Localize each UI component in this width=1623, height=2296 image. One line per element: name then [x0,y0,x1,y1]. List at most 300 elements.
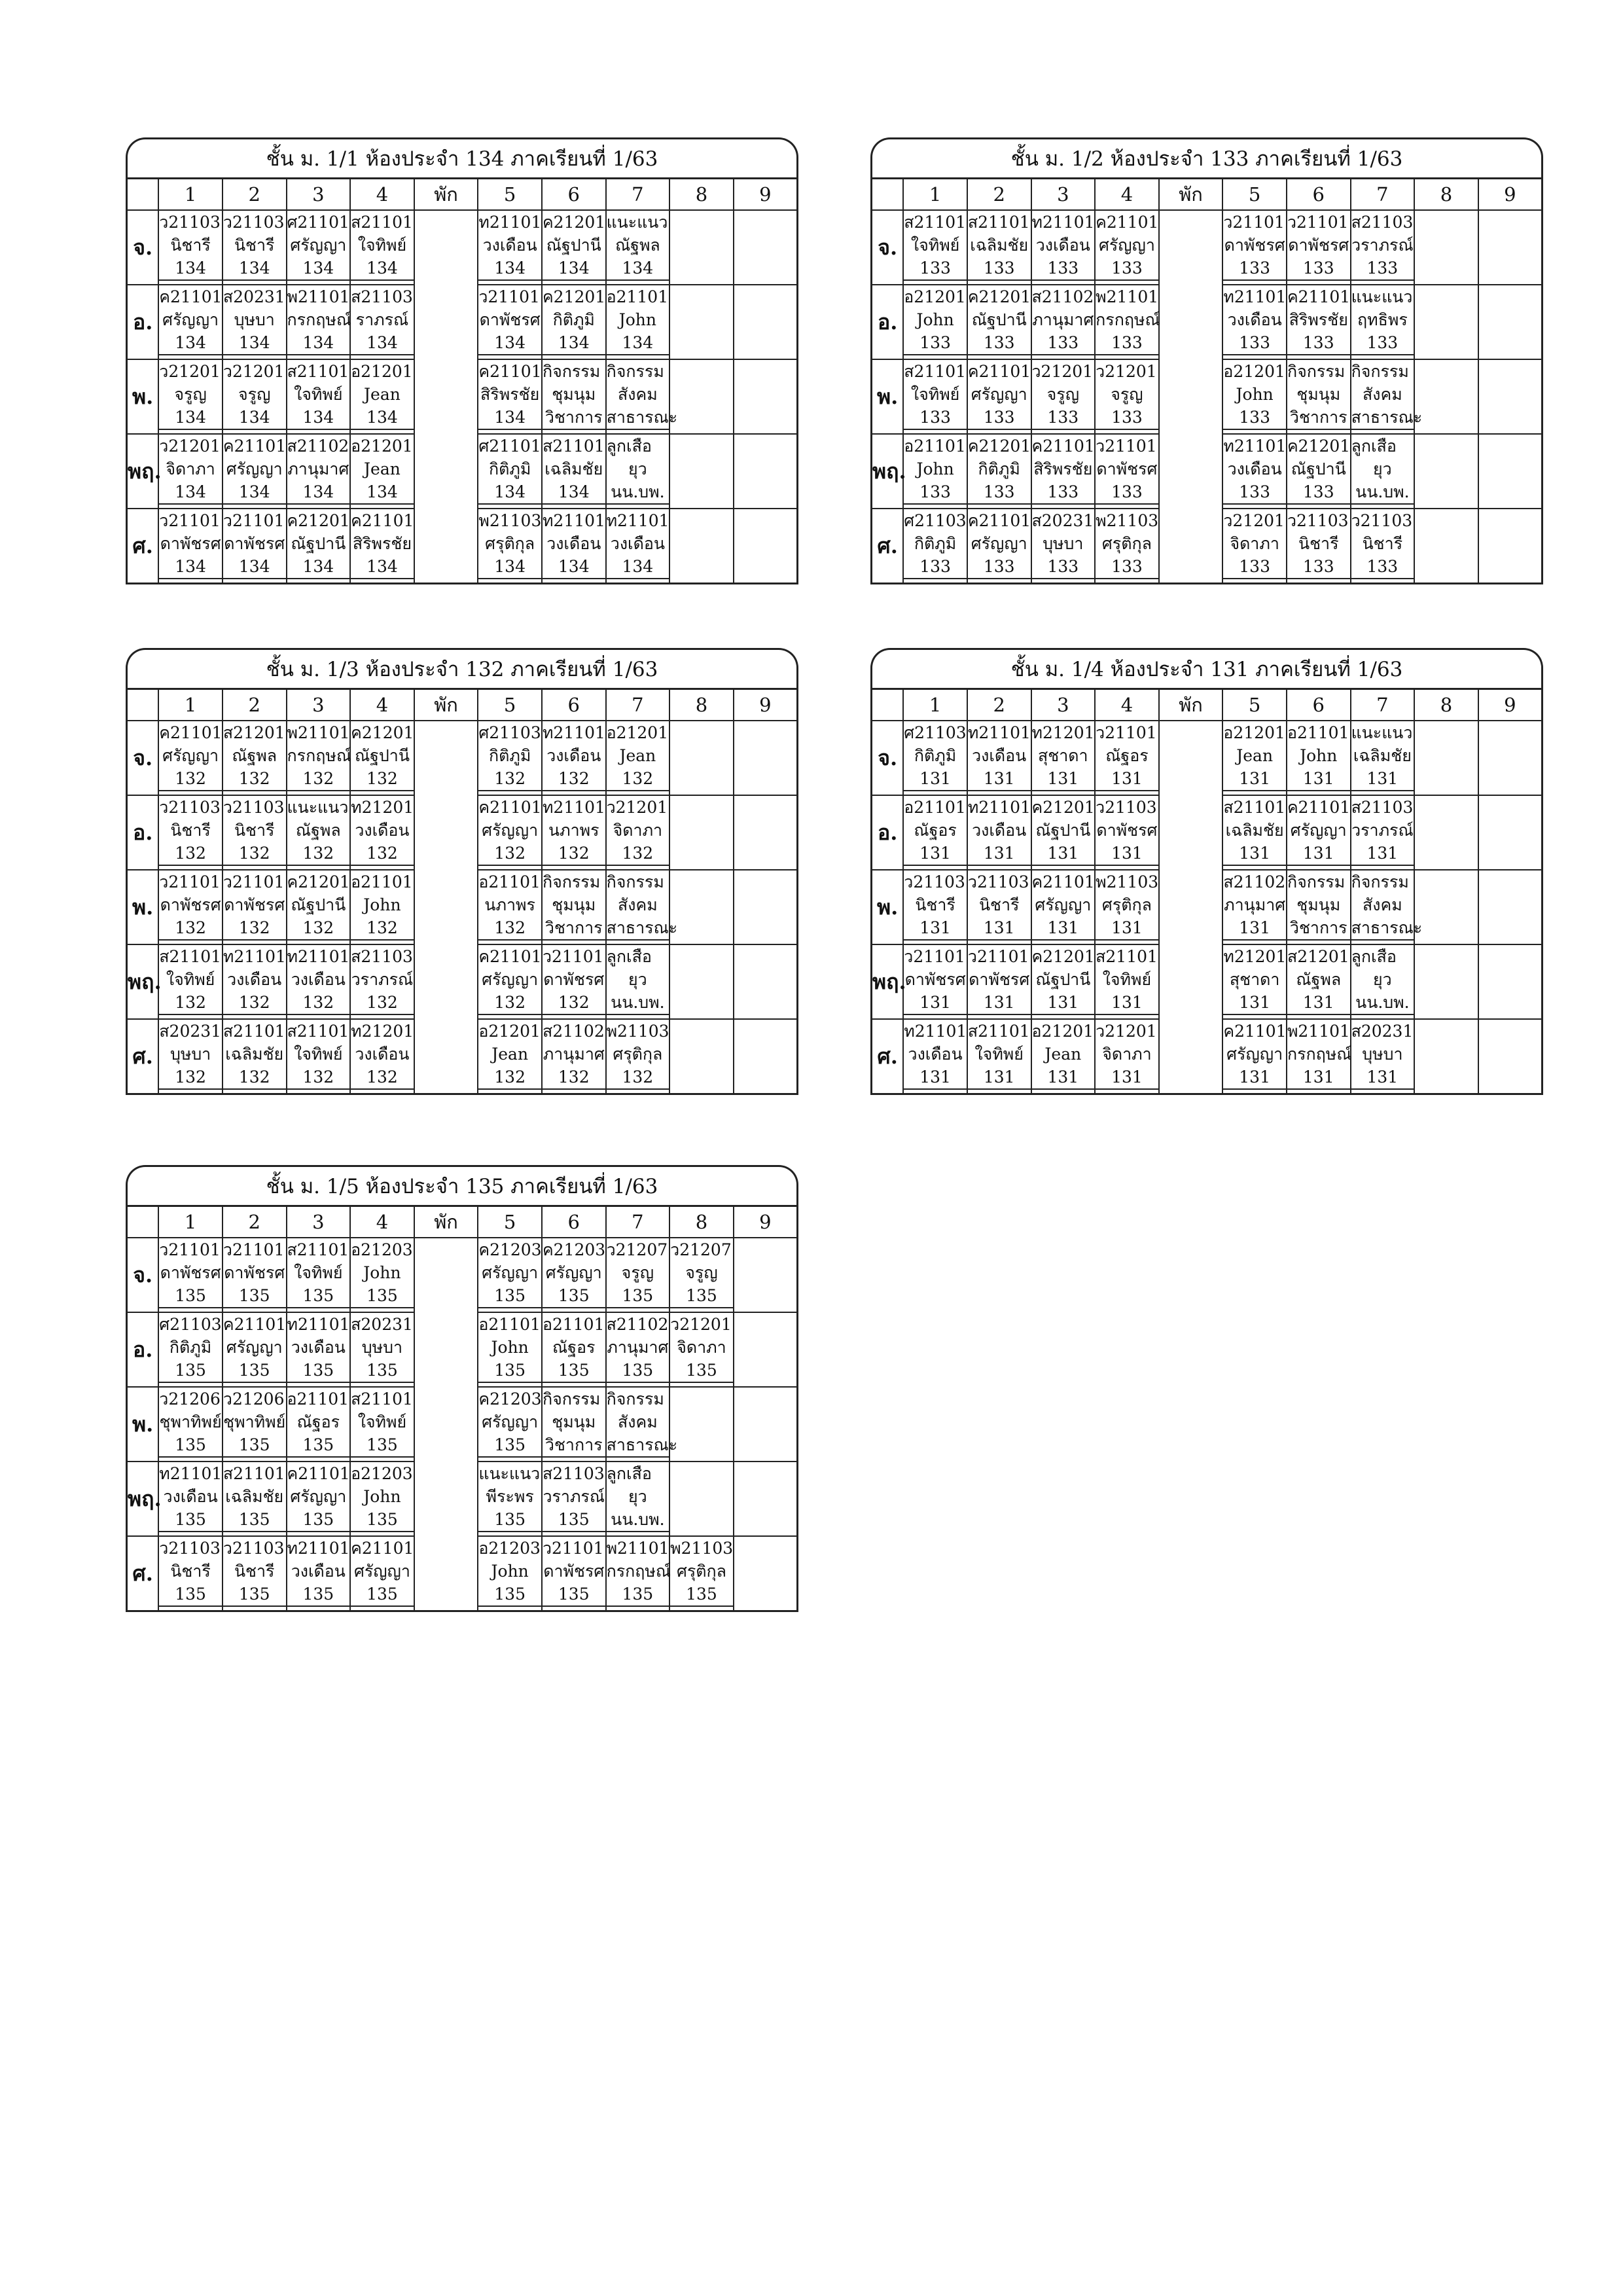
day-row [872,509,1543,584]
subject-code: พ21103 [1096,511,1159,530]
break-cell [1159,210,1223,285]
period-cell [287,509,351,584]
period-cell [967,870,1031,944]
room-number: 131 [904,1066,967,1090]
period-cell [734,1462,798,1536]
period-cell [158,1536,223,1611]
subject-code: ว21101 [159,511,221,530]
room-number: 133 [1223,555,1286,579]
teacher-name: นิชารี [170,1562,211,1581]
room-number: 134 [159,555,222,579]
period-cell [350,1536,414,1611]
subject-code: แนะแนว [1351,723,1413,742]
period-cell [1351,721,1415,795]
room-number: สาธารณะ [607,406,669,430]
subject-code: ว21103 [967,872,1029,891]
teacher-name: Jean [1236,746,1274,765]
subject-code: อ21201 [351,437,413,456]
period-cell [287,1019,351,1094]
period-header: 4 [1095,179,1159,211]
period-cell [478,1462,542,1536]
subject-code: ลูกเสือ [606,947,652,966]
period-cell [1351,359,1423,434]
teacher-name: ณัฐอร [914,821,957,840]
period-cell [478,359,542,434]
subject-code: อ21201 [1223,362,1285,381]
subject-code: ลูกเสือ [1351,947,1397,966]
room-number: สาธารณะ [1351,916,1414,941]
period-cell [669,434,734,509]
subject-code: พ21101 [1287,1022,1350,1041]
break-cell [414,1387,478,1462]
subject-code: ส21101 [967,1022,1030,1041]
subject-code: กิจกรรม [606,1390,664,1408]
teacher-name: ศรุติกุล [613,1045,663,1064]
room-number: 135 [670,1583,733,1607]
room-number: 133 [1032,555,1095,579]
period-header: 5 [478,1206,542,1238]
room-number: 134 [478,257,541,281]
room-number: 135 [287,1583,350,1607]
teacher-name: ดาพัชรศ [160,1263,221,1282]
period-cell [1095,285,1159,359]
period-header: 1 [158,179,223,211]
teacher-name: นิชารี [234,821,275,840]
period-cell [606,210,670,285]
room-number: 134 [478,555,541,579]
period-cell [1031,210,1096,285]
period-cell [669,1019,734,1094]
room-number: 134 [159,406,222,430]
subject-code: กิจกรรม [1351,362,1409,381]
room-number: 134 [543,331,605,355]
teacher-name: นภาพร [548,821,599,840]
period-cell [1414,721,1478,795]
period-cell [158,509,223,584]
room-number: วิชาการ [1287,406,1350,430]
period-cell [478,210,542,285]
teacher-name: ดาพัชรศ [1288,236,1349,255]
room-number: 131 [1223,842,1286,866]
subject-code: ว21201 [606,798,668,817]
room-number: 131 [904,916,967,941]
teacher-name: ศรุติกุล [485,534,535,553]
period-header: พัก [1159,689,1223,721]
teacher-name: Jean [619,746,656,765]
teacher-name: ณัฐพล [1296,970,1342,989]
room-number: 132 [159,991,222,1015]
period-header-row [127,1206,798,1238]
subject-code: ส21103 [351,947,413,966]
room-number: 133 [1351,257,1414,281]
period-cell [287,1238,351,1312]
room-number: 134 [478,331,541,355]
period-cell [1031,795,1096,870]
subject-code: ท21101 [967,798,1031,817]
teacher-name: ศรัญญา [162,310,219,329]
room-number: 135 [543,1508,605,1532]
teacher-name: ใจทิพย์ [294,385,343,404]
teacher-name: วงเดือน [546,746,601,765]
period-header: 3 [1031,689,1096,721]
subject-code: ศ21103 [159,1315,222,1334]
period-cell [223,1019,287,1094]
teacher-name: ศรัญญา [1290,821,1347,840]
subject-code: ท21101 [1031,213,1095,232]
teacher-name: ภานุมาศ [1224,895,1286,914]
day-label: ศ. [127,1019,159,1094]
period-cell [1287,1019,1351,1094]
period-cell [606,1387,678,1462]
period-cell [1031,1019,1096,1094]
teacher-name: เฉลิมชัย [1225,821,1284,840]
room-number: 131 [968,991,1031,1015]
day-row [127,285,798,359]
period-cell [478,721,542,795]
period-cell [1095,434,1159,509]
subject-code: พ21103 [1096,872,1159,891]
period-cell [903,210,967,285]
teacher-name: ณัฐปานี [354,746,410,765]
day-label: อ. [127,795,159,870]
corner-cell [872,689,904,721]
teacher-name: John [363,895,401,914]
subject-code: ค21101 [159,287,223,306]
period-header: 3 [287,689,351,721]
subject-code: อ21201 [351,362,413,381]
period-header: 8 [1414,179,1478,211]
room-number: 131 [968,842,1031,866]
period-cell [223,1536,287,1611]
subject-code: แนะแนว [287,798,349,817]
subject-code: ค21203 [478,1390,542,1408]
period-cell [542,285,606,359]
period-cell [1095,359,1159,434]
room-number: 133 [968,555,1031,579]
period-cell [287,795,351,870]
teacher-name: ศรุติกุล [676,1562,726,1581]
room-number: วิชาการ [543,916,605,941]
teacher-name: กิติภูมิ [488,746,531,765]
subject-code: ค21201 [967,437,1031,456]
period-cell [1351,795,1415,870]
day-label: ศ. [872,1019,904,1094]
teacher-name: ศรัญญา [1098,236,1155,255]
period-cell [734,1019,798,1094]
corner-cell [127,179,159,211]
subject-code: ท21201 [351,1022,414,1041]
teacher-name: วงเดือน [1035,236,1090,255]
day-label: พ. [127,1387,159,1462]
room-number: 132 [287,767,350,791]
period-header: 9 [1478,689,1543,721]
room-number: 132 [543,842,605,866]
room-number: 133 [1096,406,1158,430]
day-row [127,721,798,795]
period-cell [1351,1019,1415,1094]
day-label: พฤ. [127,1462,159,1536]
period-cell [1031,285,1096,359]
subject-code: ว21101 [904,947,965,966]
teacher-name: ศรัญญา [971,534,1027,553]
teacher-name: ใจทิพย์ [166,970,215,989]
room-number: 135 [287,1433,350,1458]
subject-code: ว21201 [1031,362,1094,381]
teacher-name: วงเดือน [546,534,601,553]
day-row [872,795,1543,870]
room-number: 134 [478,406,541,430]
room-number: 132 [159,916,222,941]
subject-code: ค21203 [542,1240,606,1259]
subject-code: ท21101 [967,723,1031,742]
room-number: 133 [1096,480,1158,505]
timetable-grid [126,177,798,584]
period-cell [1222,870,1287,944]
subject-code: ค21101 [351,511,414,530]
period-cell [1414,944,1478,1019]
room-number: 131 [1096,1066,1158,1090]
room-number: 135 [159,1433,222,1458]
teacher-name: วงเดือน [163,1487,218,1506]
room-number: 132 [351,916,414,941]
period-cell [158,1238,223,1312]
teacher-name: ดาพัชรศ [160,534,221,553]
timetable-title: ชั้น ม. 1/1 ห้องประจำ 134 ภาคเรียนที่ 1/63 [126,137,798,177]
subject-code: ค21101 [1031,437,1095,456]
subject-code: ค21101 [478,947,542,966]
period-header: พัก [1159,179,1223,211]
room-number: 131 [1096,916,1158,941]
period-cell [1478,359,1543,434]
teacher-name: เฉลิมชัย [544,459,603,478]
teacher-name: นิชารี [170,236,211,255]
subject-code: ว21103 [159,213,221,232]
room-number: 133 [1032,257,1095,281]
teacher-name: สังคม [1363,895,1402,914]
period-cell [1222,359,1287,434]
period-cell [1351,509,1415,584]
room-number: 135 [351,1284,414,1308]
period-header: 4 [350,689,414,721]
subject-code: อ21201 [478,1022,541,1041]
subject-code: ว21103 [904,872,965,891]
period-cell [606,795,670,870]
period-cell [1414,795,1478,870]
period-cell [1478,509,1543,584]
period-cell [350,434,414,509]
period-cell [1031,870,1096,944]
subject-code: ว21201 [159,362,221,381]
teacher-name: วราภรณ์ [351,970,414,989]
room-number: 133 [1096,331,1158,355]
teacher-name: ยุว [1373,459,1392,478]
period-cell [1031,944,1096,1019]
room-number: 131 [1223,767,1286,791]
subject-code: อ21101 [542,1315,605,1334]
subject-code: ส20231 [1031,511,1094,530]
period-cell [478,1238,542,1312]
teacher-name: บุษบา [169,1045,211,1064]
room-number: 135 [159,1284,222,1308]
period-header: 1 [903,179,967,211]
subject-code: ว21201 [223,362,285,381]
room-number: 131 [1032,991,1095,1015]
period-header: พัก [414,689,478,721]
teacher-name: ณัฐปานี [291,534,346,553]
subject-code: ค21101 [223,437,287,456]
subject-code: กิจกรรม [606,362,664,381]
timetable [126,648,798,1095]
break-cell [414,285,478,359]
room-number: 133 [1032,406,1095,430]
subject-code: ว21101 [159,872,221,891]
period-cell [903,285,967,359]
period-cell [1095,1019,1159,1094]
teacher-name: ชุพาทิพย์ [159,1412,222,1431]
period-cell [903,359,967,434]
period-header: 8 [669,179,734,211]
subject-code: ว21103 [223,1539,285,1558]
break-cell [1159,359,1223,434]
teacher-name: ฤทธิพร [1357,310,1408,329]
subject-code: ค21201 [287,872,350,891]
period-cell [287,434,351,509]
period-cell [1287,721,1351,795]
room-number: 135 [478,1433,541,1458]
room-number: 135 [223,1284,286,1308]
room-number: 135 [223,1583,286,1607]
teacher-name: ศรัญญา [353,1562,410,1581]
day-label: จ. [872,721,904,795]
day-row [127,509,798,584]
room-number: 131 [1032,767,1095,791]
room-number: 132 [287,916,350,941]
subject-code: ส21101 [1096,947,1158,966]
room-number: 134 [543,257,605,281]
teacher-name: ราภรณ์ [355,310,409,329]
period-cell [158,944,223,1019]
teacher-name: วงเดือน [227,970,282,989]
period-cell [903,944,967,1019]
teacher-name: ณัฐพล [295,821,341,840]
timetable [870,137,1543,584]
subject-code: ว21103 [1096,798,1157,817]
period-cell [158,285,223,359]
period-header: 5 [478,179,542,211]
day-row [127,1238,798,1312]
period-header: 6 [542,1206,606,1238]
period-header: 2 [967,689,1031,721]
teacher-name: ศรัญญา [971,385,1027,404]
period-cell [734,1536,798,1611]
teacher-name: ดาพัชรศ [1096,459,1158,478]
timetable-title: ชั้น ม. 1/4 ห้องประจำ 131 ภาคเรียนที่ 1/63 [870,648,1543,688]
room-number: 133 [904,480,967,505]
period-header: 1 [903,689,967,721]
room-number: 132 [159,767,222,791]
room-number: 133 [1223,480,1286,505]
room-number: 133 [1351,555,1414,579]
subject-code: ส20231 [1351,1022,1414,1041]
subject-code: ลูกเสือ [606,1464,652,1483]
room-number: 131 [904,767,967,791]
period-cell [1414,870,1478,944]
teacher-name: John [1300,746,1338,765]
subject-code: กิจกรรม [542,1390,601,1408]
period-cell [223,509,287,584]
period-cell [478,1312,542,1387]
timetable-grid [126,688,798,1095]
period-header: 6 [542,179,606,211]
room-number: 133 [968,257,1031,281]
period-cell [542,509,606,584]
room-number: 135 [478,1359,541,1383]
subject-code: ท21101 [1223,437,1287,456]
teacher-name: สังคม [618,1412,658,1431]
period-cell [223,944,287,1019]
teacher-name: ใจทิพย์ [294,1045,343,1064]
subject-code: ส21103 [1351,798,1414,817]
period-header: 7 [1351,179,1415,211]
period-header: 2 [967,179,1031,211]
room-number: 135 [351,1583,414,1607]
teacher-name: จรูญ [174,385,207,404]
subject-code: ส21103 [542,1464,605,1483]
teacher-name: John [491,1562,529,1581]
period-cell [734,434,798,509]
room-number: 131 [1287,991,1350,1015]
subject-code: ส21101 [287,1022,349,1041]
teacher-name: วราภรณ์ [543,1487,605,1506]
subject-code: ค21101 [223,1315,287,1334]
teacher-name: จรูญ [621,1263,654,1282]
period-cell [1031,434,1096,509]
subject-code: กิจกรรม [542,872,601,891]
room-number: 131 [1096,767,1158,791]
subject-code: ท21101 [159,1464,223,1483]
period-cell [967,285,1031,359]
room-number: 131 [1287,1066,1350,1090]
break-cell [414,795,478,870]
period-cell [1287,359,1351,434]
teacher-name: จิดาภา [166,459,215,478]
day-row [127,1387,798,1462]
subject-code: ส21101 [159,947,222,966]
teacher-name: John [916,459,954,478]
subject-code: อ21201 [1031,1022,1094,1041]
subject-code: ท21101 [287,1315,350,1334]
subject-code: อ21101 [287,1390,349,1408]
subject-code: ว21201 [1096,1022,1157,1041]
period-header: 8 [1414,689,1478,721]
day-row [872,721,1543,795]
teacher-name: กรกฤษณ์ [1287,1045,1352,1064]
subject-code: ส21201 [1287,947,1349,966]
day-row [127,1019,798,1094]
period-cell [606,1536,670,1611]
period-cell [1287,795,1351,870]
period-cell [903,721,967,795]
room-number: 134 [543,555,605,579]
period-header: 8 [669,689,734,721]
teacher-name: นิชารี [170,821,211,840]
subject-code: กิจกรรม [1287,872,1346,891]
room-number: 135 [543,1583,605,1607]
room-number: 135 [223,1433,286,1458]
period-cell [158,210,223,285]
room-number: 135 [670,1284,733,1308]
room-number: 133 [904,406,967,430]
